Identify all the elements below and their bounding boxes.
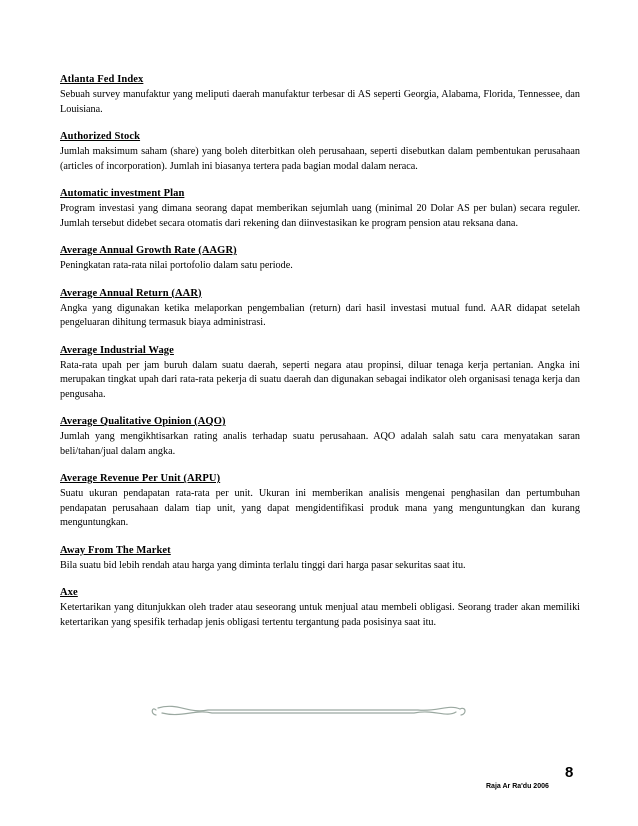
entry-definition: Angka yang digunakan ketika melaporkan pengembalian (return) dari hasil investasi mutual fund. AAR didapat setelah pengeluaran dihitung termasuk biaya administrasi. — [60, 302, 580, 328]
decorative-divider-icon — [148, 700, 468, 724]
glossary-entry — [60, 586, 580, 630]
entry-definition: Rata-rata upah per jam buruh dalam suatu daerah, seperti negara atau propinsi, diluar tenaga kerja pertanian. Angka ini merupakan tingkat upah dari rata-rata pekerja di suatu daerah dan digunakan sebagai indikator oleh organisasi tenaga kerja dan pengusaha. — [60, 359, 580, 400]
glossary-entry — [60, 73, 580, 117]
page-number: 8 — [565, 764, 574, 781]
glossary-entry — [60, 287, 580, 331]
glossary-entry — [60, 130, 580, 174]
entry-definition: Jumlah yang mengikhtisarkan rating analis terhadap suatu perusahaan. AQO adalah salah satu cara menyatakan saran beli/tahan/jual dalam angka. — [60, 431, 580, 457]
entry-term: Average Annual Return (AAR) — [60, 287, 202, 299]
entry-term: Average Qualitative Opinion (AQO) — [60, 416, 226, 427]
entry-definition: Ketertarikan yang ditunjukkan oleh trader atau seseorang untuk menjual atau membeli obligasi. Seorang trader akan memiliki ketertarikan yang spesifik terhadap jenis obligasi tertentu tergantung pada posisinya saat itu. — [60, 602, 580, 628]
entry-term: Average Revenue Per Unit (ARPU) — [60, 473, 221, 484]
entry-definition: Bila suatu bid lebih rendah atau harga yang diminta terlalu tinggi dari harga pasar sekuritas saat itu. — [60, 559, 466, 571]
entry-term: Automatic investment Plan — [60, 188, 185, 199]
glossary-entry — [60, 187, 580, 231]
entry-definition: Program investasi yang dimana seorang dapat memberikan sejumlah uang (minimal 20 Dolar AS per bulan) secara reguler. Jumlah tersebut didebet secara otomatis dari rekening dan diinvestasikan ke program pension atau reksana dana. — [60, 203, 580, 229]
entry-term: Authorized Stock — [60, 131, 141, 142]
entry-definition: Jumlah maksimum saham (share) yang boleh diterbitkan oleh perusahaan, seperti disebutkan dalam pembentukan perusahaan (articles of incorporation). Jumlah ini biasanya tertera pada bagian modal dalam neraca. — [60, 146, 580, 172]
entry-term: Away From The Market — [60, 544, 171, 556]
entry-definition: Sebuah survey manufaktur yang meliputi daerah manufaktur terbesar di AS seperti Georgia, Alabama, Florida, Tennessee, dan Louisiana. — [60, 89, 580, 115]
glossary-entry — [60, 472, 580, 531]
entry-term: Atlanta Fed Index — [60, 74, 144, 85]
entry-definition: Suatu ukuran pendapatan rata-rata per unit. Ukuran ini memberikan analisis mengenai penghasilan dan pertumbuhan pendapatan perusahaan dalam tiap unit, yang dapat mengidentifikasi produk mana yang menguntungkan dan kurang menguntungkan. — [60, 488, 580, 528]
glossary-entry — [60, 544, 580, 574]
entry-term: Average Industrial Wage — [60, 344, 174, 356]
entry-term: Average Annual Growth Rate (AAGR) — [60, 245, 237, 256]
entry-definition: Peningkatan rata-rata nilai portofolio dalam satu periode. — [60, 260, 293, 271]
glossary-entry — [60, 415, 580, 459]
glossary-entry — [60, 344, 580, 403]
glossary-content — [60, 73, 580, 643]
entry-term: Axe — [60, 587, 78, 598]
footer-author: Raja Ar Ra'du 2006 — [486, 783, 549, 790]
glossary-entry — [60, 244, 580, 274]
